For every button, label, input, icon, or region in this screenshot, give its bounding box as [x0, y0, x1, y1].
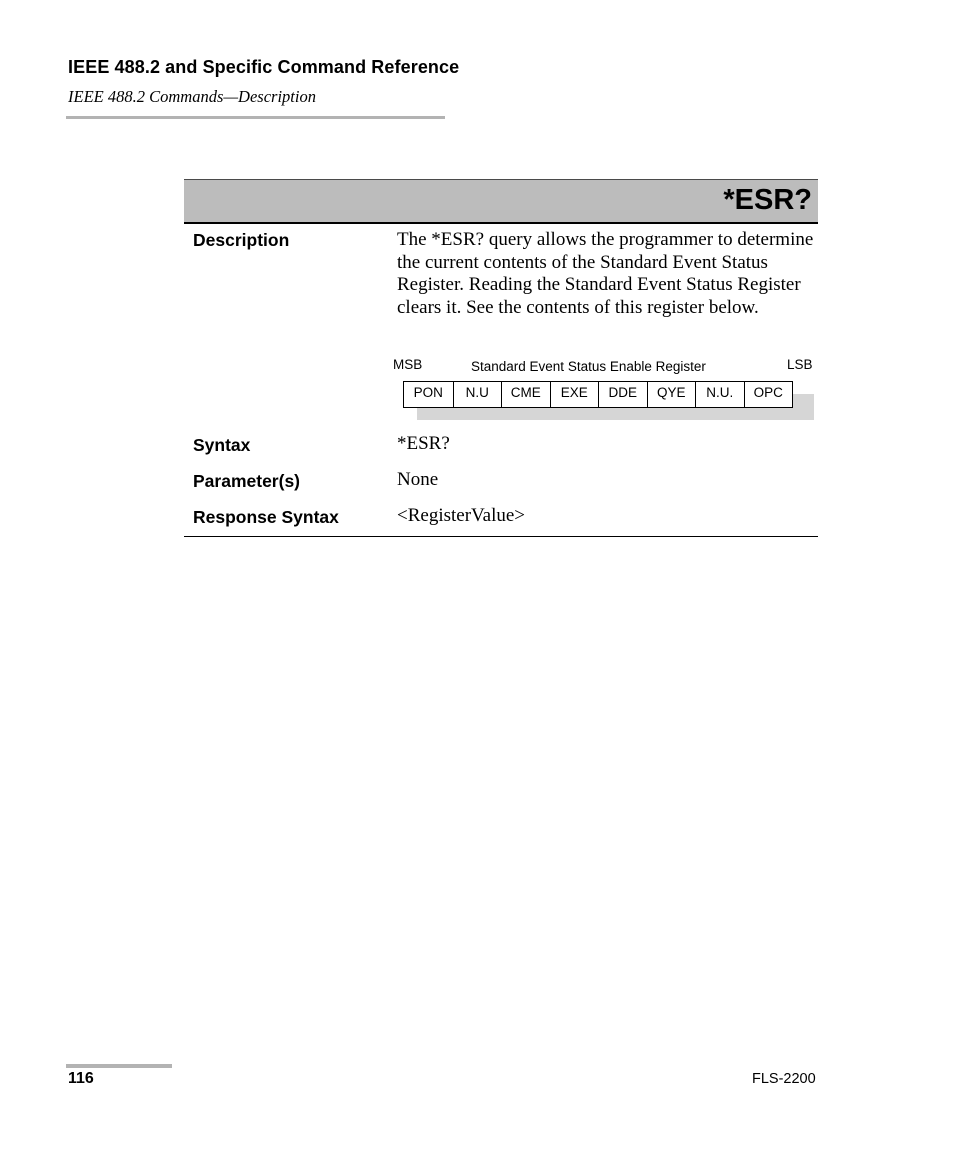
register-bit-cme: CME [501, 382, 550, 407]
response-syntax-value: <RegisterValue> [397, 505, 526, 526]
register-bit-nu: N.U [453, 382, 502, 407]
register-bit-pon: PON [413, 385, 443, 400]
command-title-bar [184, 179, 818, 224]
product-name: FLS-2200 [752, 1071, 816, 1087]
description-text: The *ESR? query allows the programmer to determine the current contents of the Standard Event Status Register. Reading the Standard Event Status Register clears it. See the contents of this register below. [397, 229, 814, 318]
parameters-value: None [397, 469, 439, 490]
command-name: *ESR? [723, 184, 812, 216]
footer-divider [66, 1064, 172, 1068]
register-bit-dde: DDE [598, 382, 647, 407]
register-title: Standard Event Status Enable Register [471, 359, 706, 374]
syntax-label: Syntax [193, 435, 251, 455]
response-syntax-label: Response Syntax [193, 507, 339, 527]
register-bits [403, 381, 793, 408]
section-title: IEEE 488.2 and Specific Command Reference [68, 57, 460, 77]
table-bottom-divider [184, 536, 818, 537]
syntax-value: *ESR? [397, 433, 450, 454]
parameters-label: Parameter(s) [193, 471, 300, 491]
register-bit-qye: QYE [647, 382, 696, 407]
register-msb-label: MSB [393, 357, 423, 372]
register-lsb-label: LSB [787, 357, 813, 372]
header-divider [66, 116, 445, 119]
page-number: 116 [68, 1070, 94, 1087]
description-label: Description [193, 230, 290, 250]
register-bit-opc: OPC [744, 382, 793, 407]
section-subtitle: IEEE 488.2 Commands—Description [68, 87, 316, 106]
register-bit-nu2: N.U. [695, 382, 744, 407]
register-bit-exe: EXE [550, 382, 599, 407]
